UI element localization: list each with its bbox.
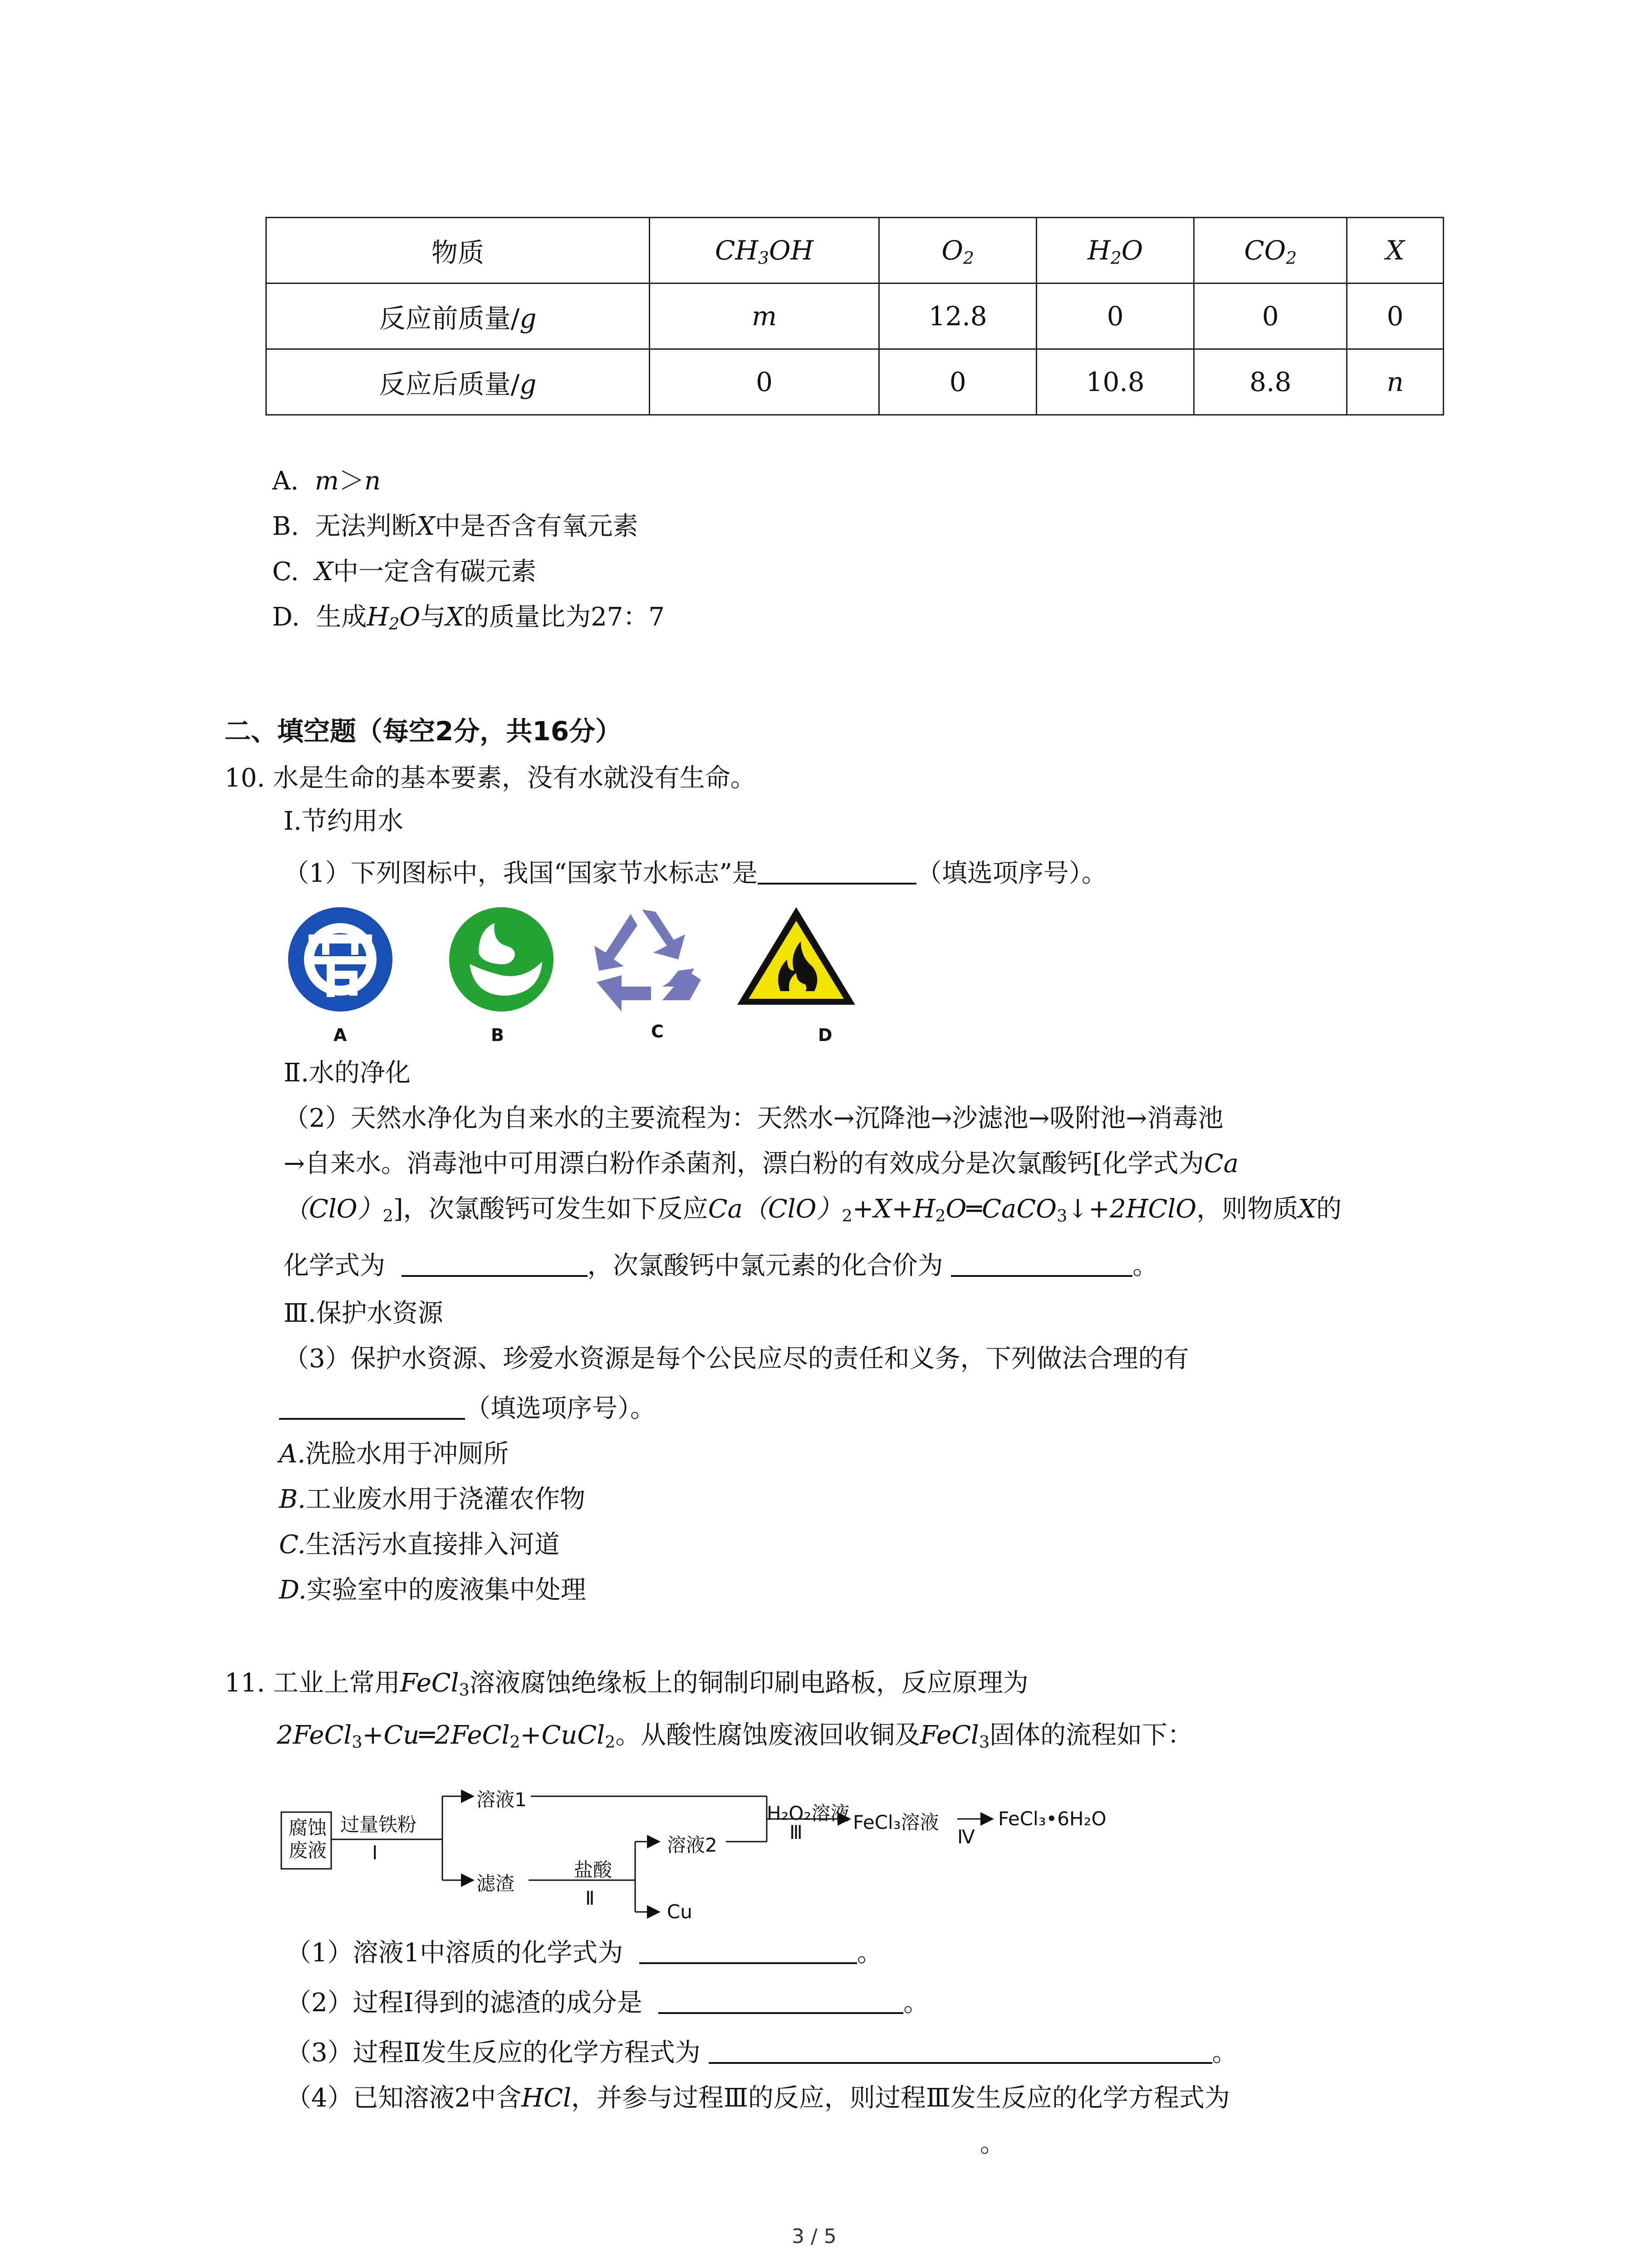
flow-product: FeCl₃•6H₂O <box>998 1808 1107 1830</box>
table-row <box>266 349 1444 415</box>
row-label: 反应后质量/g <box>266 349 650 415</box>
table-row <box>266 284 1444 349</box>
q10-sub2-line1: （2）天然水净化为自来水的主要流程为：天然水→沉降池→沙滤池→吸附池→消毒池 <box>284 1104 1224 1133</box>
flow-step1-reagent: 过量铁粉 <box>340 1813 417 1836</box>
q11-sub2: （2）过程Ⅰ得到的滤渣的成分是 。 <box>286 1987 929 2020</box>
green-water-sign-icon <box>449 907 554 1012</box>
water-saving-sign-icon <box>288 907 392 1012</box>
icon-label-a: A <box>333 1025 347 1045</box>
table-cell: 0 <box>1347 284 1444 349</box>
table-cell: 12.8 <box>879 284 1037 349</box>
flow-step2-reagent: 盐酸 <box>574 1859 612 1881</box>
flow-residue: 滤渣 <box>476 1872 515 1895</box>
answer-blank[interactable] <box>658 1987 903 2014</box>
q10-option-c: C.生活污水直接排入河道 <box>279 1530 560 1559</box>
answer-blank[interactable] <box>402 1250 588 1277</box>
table-cell: n <box>1347 349 1444 415</box>
q10-option-b: B.工业废水用于浇灌农作物 <box>279 1485 585 1514</box>
flow-step4-num: Ⅳ <box>957 1826 975 1848</box>
answer-blank[interactable] <box>758 857 916 885</box>
q11-sub4-end: 。 <box>980 2129 1005 2158</box>
q11-sub1: （1）溶液1中溶质的化学式为 。 <box>286 1937 882 1970</box>
header-ch3oh: $CH_3OH$ <box>650 218 879 284</box>
answer-blank[interactable] <box>279 1393 465 1420</box>
q10-stem: 10. 水是生命的基本要素，没有水就没有生命。 <box>225 763 756 793</box>
icon-label-c: C <box>651 1022 664 1041</box>
q10-sub2-line4: 化学式为 ，次氯酸钙中氯元素的化合价为 。 <box>284 1250 1158 1283</box>
q10-sub1: （1）下列图标中，我国“国家节水标志”是 （填选项序号）。 <box>284 857 1107 890</box>
table-cell: 8.8 <box>1194 349 1347 415</box>
section-title: 二、填空题（每空2分，共16分） <box>225 716 622 747</box>
header-h2o: $H_2O$ <box>1037 218 1194 284</box>
flow-step2-num: Ⅱ <box>585 1887 595 1909</box>
flow-start: 腐蚀废液 <box>288 1817 327 1862</box>
q11-sub3: （3）过程Ⅱ发生反应的化学方程式为 。 <box>286 2037 1238 2070</box>
option-c: C. X中一定含有碳元素 <box>272 557 537 587</box>
q11-stem-line1: 11. 工业上常用FeCl$_3$溶液腐蚀绝缘板上的铜制印刷电路板，反应原理为 <box>225 1668 1029 1700</box>
q10-sub3-line1: （3）保护水资源、珍爱水资源是每个公民应尽的责任和义务，下列做法合理的有 <box>284 1344 1189 1374</box>
icon-label-d: D <box>818 1025 833 1045</box>
table-cell: 0 <box>650 349 879 415</box>
q11-sub4: （4）已知溶液2中含HCl，并参与过程Ⅲ的反应，则过程Ⅲ发生反应的化学方程式为 <box>286 2083 1230 2113</box>
flow-cu: Cu <box>667 1901 692 1923</box>
icon-label-b: B <box>491 1025 504 1045</box>
q10-part1: Ⅰ.节约用水 <box>284 807 403 836</box>
header-x: X <box>1347 218 1444 284</box>
table-cell: m <box>650 284 879 349</box>
table-cell: 0 <box>1037 284 1194 349</box>
q10-option-a: A.洗脸水用于冲厕所 <box>279 1439 509 1469</box>
flow-step3-num: Ⅲ <box>789 1821 803 1843</box>
header-substance: 物质 <box>266 218 650 284</box>
q10-sub2-line2: →自来水。消毒池中可用漂白粉作杀菌剂，漂白粉的有效成分是次氯酸钙[化学式为Ca <box>284 1149 1239 1178</box>
table-header-row <box>266 218 1444 284</box>
q10-sub2-line3: $(ClO)_2$]，次氯酸钙可发生如下反应$Ca(ClO)_2+X+H_2O═CaCO_3↓+2HClO$，则物质X的 <box>284 1194 1342 1226</box>
table-cell: 0 <box>1194 284 1347 349</box>
flow-fecl3-solution: FeCl₃溶液 <box>853 1811 939 1833</box>
reaction-mass-table <box>265 217 1444 415</box>
table-cell: 0 <box>879 349 1037 415</box>
header-o2: $O_2$ <box>879 218 1037 284</box>
q10-sub3-line2: （填选项序号）。 <box>279 1393 656 1426</box>
page-number: 3 / 5 <box>792 2225 837 2248</box>
q10-part2: Ⅱ.水的净化 <box>284 1058 411 1088</box>
q10-part3: Ⅲ.保护水资源 <box>284 1299 443 1328</box>
flow-step3-reagent: H₂O₂溶液 <box>767 1802 850 1824</box>
answer-blank[interactable] <box>639 1937 857 1964</box>
flow-step1-num: Ⅰ <box>372 1842 378 1864</box>
q10-option-d: D.实验室中的废液集中处理 <box>279 1575 586 1605</box>
flow-solution1: 溶液1 <box>476 1789 527 1811</box>
table-cell: 10.8 <box>1037 349 1194 415</box>
recycle-icon <box>594 909 701 1012</box>
row-label: 反应前质量/g <box>266 284 650 349</box>
option-b: B. 无法判断X中是否含有氧元素 <box>272 512 638 541</box>
header-co2: $CO_2$ <box>1194 218 1347 284</box>
flammable-warning-icon <box>737 907 855 1005</box>
option-d: D. 生成$H_2O$与X的质量比为27：7 <box>272 602 665 634</box>
q11-stem-line2: 2FeCl$_3$+Cu═2FeCl$_2$+CuCl$_2$。从酸性腐蚀废液回收铜及FeCl$_3$固体的流程如下： <box>277 1721 1193 1752</box>
answer-blank[interactable] <box>709 2037 1212 2064</box>
option-a: A. m＞n <box>272 466 381 496</box>
flow-solution2: 溶液2 <box>667 1834 717 1856</box>
answer-blank[interactable] <box>951 1250 1132 1277</box>
